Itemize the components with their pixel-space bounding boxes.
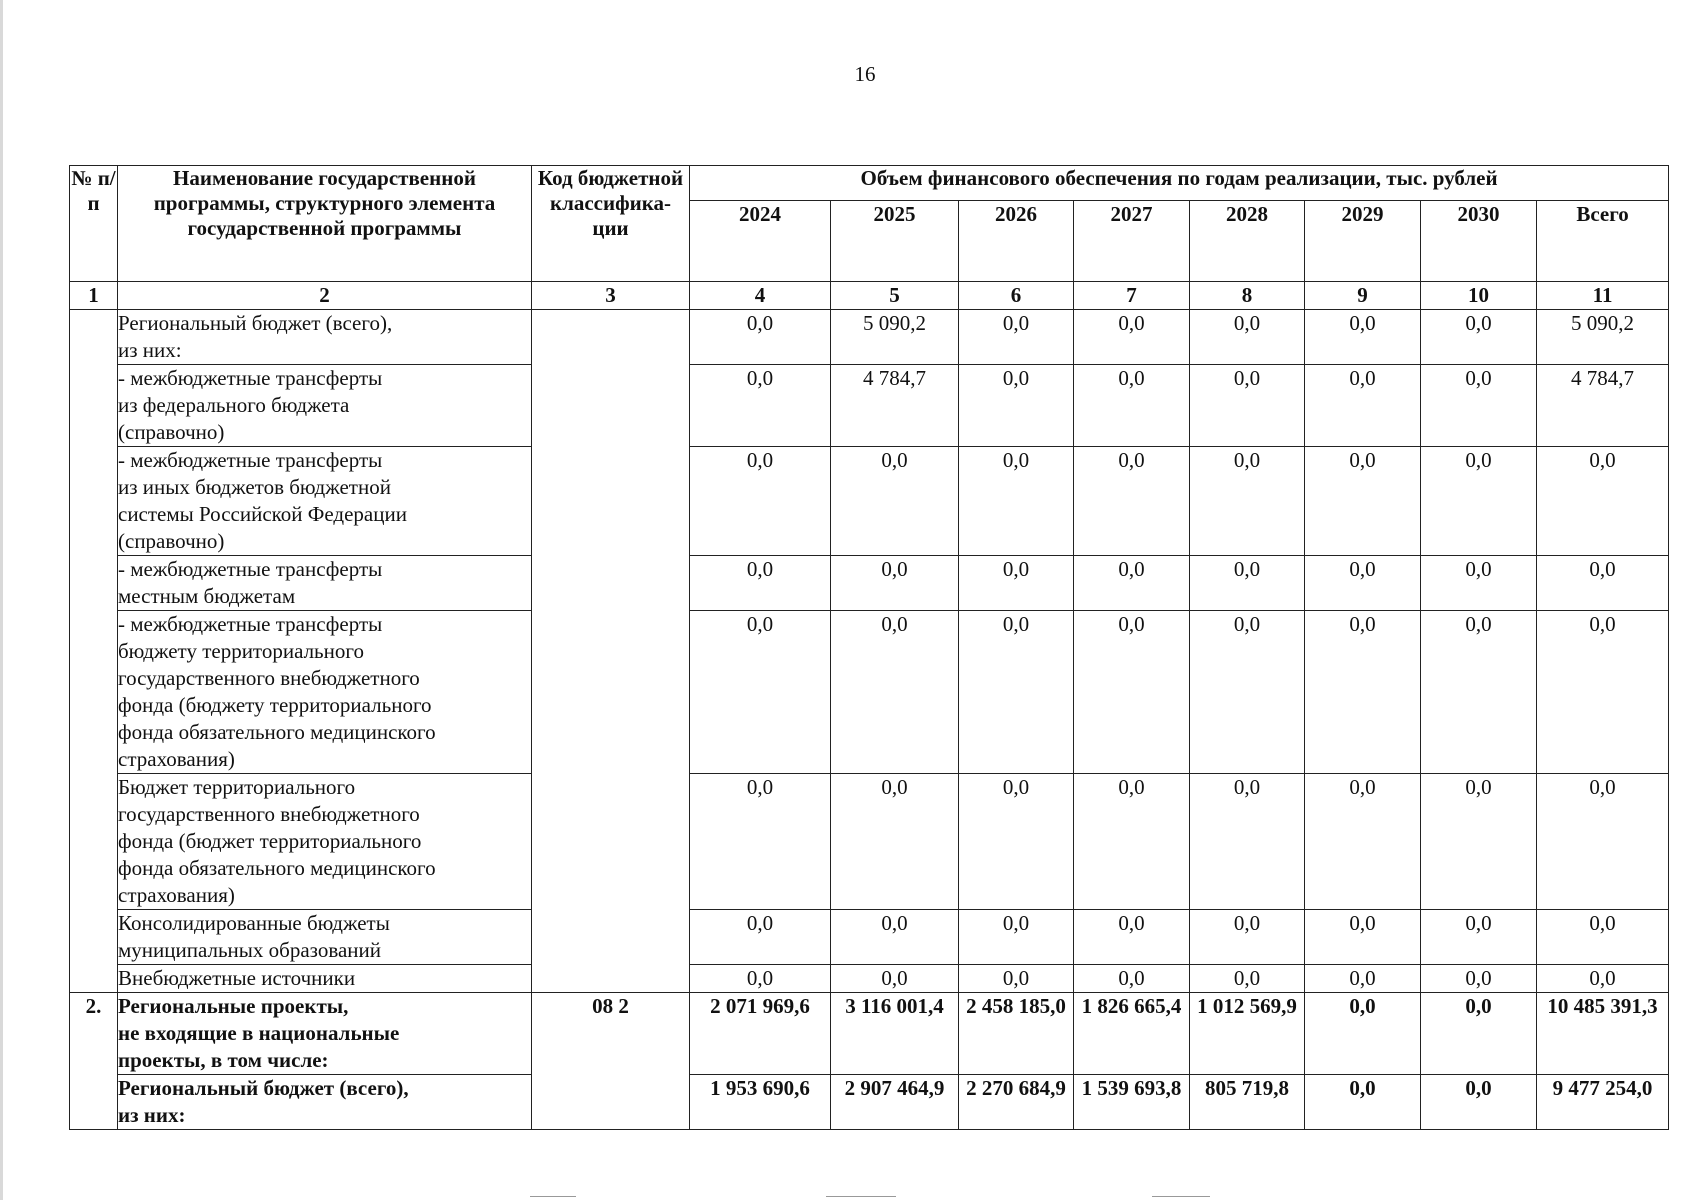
table-row: [70, 965, 1669, 993]
table-row: [70, 611, 1669, 774]
row-name: Консолидированные бюджеты муниципальных образований: [118, 910, 532, 965]
value-cell: 0,0: [690, 365, 831, 447]
value-cell: 0,0: [1190, 774, 1305, 910]
header-financing-group: Объем финансового обеспечения по годам реализации, тыс. рублей: [690, 166, 1669, 201]
row-name: - межбюджетные трансферты из федерального бюджета (справочно): [118, 365, 532, 447]
value-cell: 0,0: [690, 965, 831, 993]
value-cell: 0,0: [1190, 447, 1305, 556]
row-name: Региональный бюджет (всего), из них:: [118, 310, 532, 365]
scan-edge-line: [0, 0, 3, 1200]
value-cell: 0,0: [1421, 611, 1537, 774]
header-year: Всего: [1537, 201, 1669, 282]
value-cell: 0,0: [1305, 774, 1421, 910]
value-cell: 1 539 693,8: [1074, 1075, 1190, 1130]
section-number: 2.: [70, 993, 118, 1130]
value-cell: 0,0: [1190, 965, 1305, 993]
row-name: Региональные проекты, не входящие в национальные проекты, в том числе:: [118, 993, 532, 1075]
row-name: - межбюджетные трансферты из иных бюджетов бюджетной системы Российской Федерации (справочно): [118, 447, 532, 556]
header-budget-code: Код бюджетной классифика-ции: [532, 166, 690, 282]
value-cell: 0,0: [690, 310, 831, 365]
header-column-number: 3: [532, 282, 690, 310]
value-cell: 4 784,7: [831, 365, 959, 447]
value-cell: 0,0: [959, 910, 1074, 965]
header-year: 2026: [959, 201, 1074, 282]
header-column-number: 1: [70, 282, 118, 310]
row-name: Региональный бюджет (всего), из них:: [118, 1075, 532, 1130]
table-row: [70, 365, 1669, 447]
value-cell: 0,0: [1421, 365, 1537, 447]
value-cell: 1 012 569,9: [1190, 993, 1305, 1075]
value-cell: 0,0: [959, 310, 1074, 365]
row-name: Бюджет территориального государственного внебюджетного фонда (бюджет территориального фонда обязательного медицинского страхования): [118, 774, 532, 910]
value-cell: 1 953 690,6: [690, 1075, 831, 1130]
header-column-number: 10: [1421, 282, 1537, 310]
value-cell: 0,0: [959, 365, 1074, 447]
value-cell: 0,0: [1537, 447, 1669, 556]
value-cell: 0,0: [1537, 910, 1669, 965]
value-cell: 0,0: [959, 447, 1074, 556]
table-row: [70, 556, 1669, 611]
row-name: Внебюджетные источники: [118, 965, 532, 993]
value-cell: 0,0: [1305, 611, 1421, 774]
value-cell: 0,0: [1537, 611, 1669, 774]
value-cell: 0,0: [831, 447, 959, 556]
value-cell: 9 477 254,0: [1537, 1075, 1669, 1130]
value-cell: 5 090,2: [1537, 310, 1669, 365]
value-cell: 0,0: [831, 611, 959, 774]
table-row: [70, 1075, 1669, 1130]
value-cell: 0,0: [1305, 556, 1421, 611]
header-column-number: 6: [959, 282, 1074, 310]
table-row: [70, 910, 1669, 965]
value-cell: 0,0: [1305, 1075, 1421, 1130]
value-cell: 0,0: [1074, 611, 1190, 774]
value-cell: 2 071 969,6: [690, 993, 831, 1075]
header-year: 2028: [1190, 201, 1305, 282]
value-cell: 0,0: [959, 556, 1074, 611]
value-cell: 0,0: [1537, 556, 1669, 611]
value-cell: 10 485 391,3: [1537, 993, 1669, 1075]
value-cell: 0,0: [1074, 447, 1190, 556]
header-year: 2024: [690, 201, 831, 282]
value-cell: 0,0: [1074, 365, 1190, 447]
row-name: - межбюджетные трансферты местным бюджетам: [118, 556, 532, 611]
value-cell: 0,0: [1537, 774, 1669, 910]
value-cell: 0,0: [1074, 965, 1190, 993]
table-row: [70, 774, 1669, 910]
value-cell: 0,0: [1305, 365, 1421, 447]
value-cell: 0,0: [831, 965, 959, 993]
value-cell: 0,0: [959, 774, 1074, 910]
value-cell: 0,0: [1074, 774, 1190, 910]
header-row-number: № п/п: [70, 166, 118, 282]
header-year: 2027: [1074, 201, 1190, 282]
page-number: 16: [854, 62, 876, 86]
header-year: 2029: [1305, 201, 1421, 282]
value-cell: 0,0: [1305, 310, 1421, 365]
value-cell: 0,0: [1190, 910, 1305, 965]
value-cell: 0,0: [690, 611, 831, 774]
header-column-number: 7: [1074, 282, 1190, 310]
table-row: [70, 310, 1669, 365]
value-cell: 5 090,2: [831, 310, 959, 365]
value-cell: 0,0: [1074, 910, 1190, 965]
value-cell: 0,0: [1074, 556, 1190, 611]
value-cell: 0,0: [831, 910, 959, 965]
header-column-number: 2: [118, 282, 532, 310]
value-cell: 0,0: [1421, 910, 1537, 965]
value-cell: 0,0: [690, 910, 831, 965]
value-cell: 0,0: [831, 556, 959, 611]
value-cell: 1 826 665,4: [1074, 993, 1190, 1075]
header-column-number: 11: [1537, 282, 1669, 310]
value-cell: 0,0: [1305, 910, 1421, 965]
value-cell: 0,0: [959, 611, 1074, 774]
value-cell: 0,0: [1421, 774, 1537, 910]
row-number-cell: [70, 310, 118, 993]
budget-code-cell: [532, 310, 690, 993]
financing-table: [69, 165, 1669, 1130]
value-cell: 0,0: [1190, 310, 1305, 365]
value-cell: 805 719,8: [1190, 1075, 1305, 1130]
value-cell: 0,0: [1421, 993, 1537, 1075]
value-cell: 0,0: [1305, 965, 1421, 993]
value-cell: 2 907 464,9: [831, 1075, 959, 1130]
header-year: 2025: [831, 201, 959, 282]
header-column-number: 9: [1305, 282, 1421, 310]
header-column-number: 4: [690, 282, 831, 310]
value-cell: 0,0: [690, 556, 831, 611]
value-cell: 0,0: [1421, 965, 1537, 993]
row-name: - межбюджетные трансферты бюджету территориального государственного внебюджетного фонда (бюджету территориального фонда обязательного медицинского страхования): [118, 611, 532, 774]
value-cell: 0,0: [1305, 993, 1421, 1075]
value-cell: 0,0: [690, 774, 831, 910]
value-cell: 0,0: [959, 965, 1074, 993]
header-year: 2030: [1421, 201, 1537, 282]
value-cell: 0,0: [1190, 556, 1305, 611]
value-cell: 0,0: [831, 774, 959, 910]
value-cell: 2 270 684,9: [959, 1075, 1074, 1130]
value-cell: 2 458 185,0: [959, 993, 1074, 1075]
value-cell: 0,0: [1074, 310, 1190, 365]
section-code: 08 2: [532, 993, 690, 1130]
value-cell: 0,0: [1421, 556, 1537, 611]
value-cell: 3 116 001,4: [831, 993, 959, 1075]
value-cell: 0,0: [1421, 310, 1537, 365]
table-row: [70, 993, 1669, 1075]
header-program-name: Наименование государственной программы, структурного элемента государственной программы: [118, 166, 532, 282]
header-column-number: 5: [831, 282, 959, 310]
value-cell: 0,0: [1190, 611, 1305, 774]
value-cell: 4 784,7: [1537, 365, 1669, 447]
value-cell: 0,0: [1537, 965, 1669, 993]
value-cell: 0,0: [690, 447, 831, 556]
table-row: [70, 447, 1669, 556]
value-cell: 0,0: [1421, 447, 1537, 556]
value-cell: 0,0: [1421, 1075, 1537, 1130]
value-cell: 0,0: [1305, 447, 1421, 556]
header-column-number: 8: [1190, 282, 1305, 310]
value-cell: 0,0: [1190, 365, 1305, 447]
